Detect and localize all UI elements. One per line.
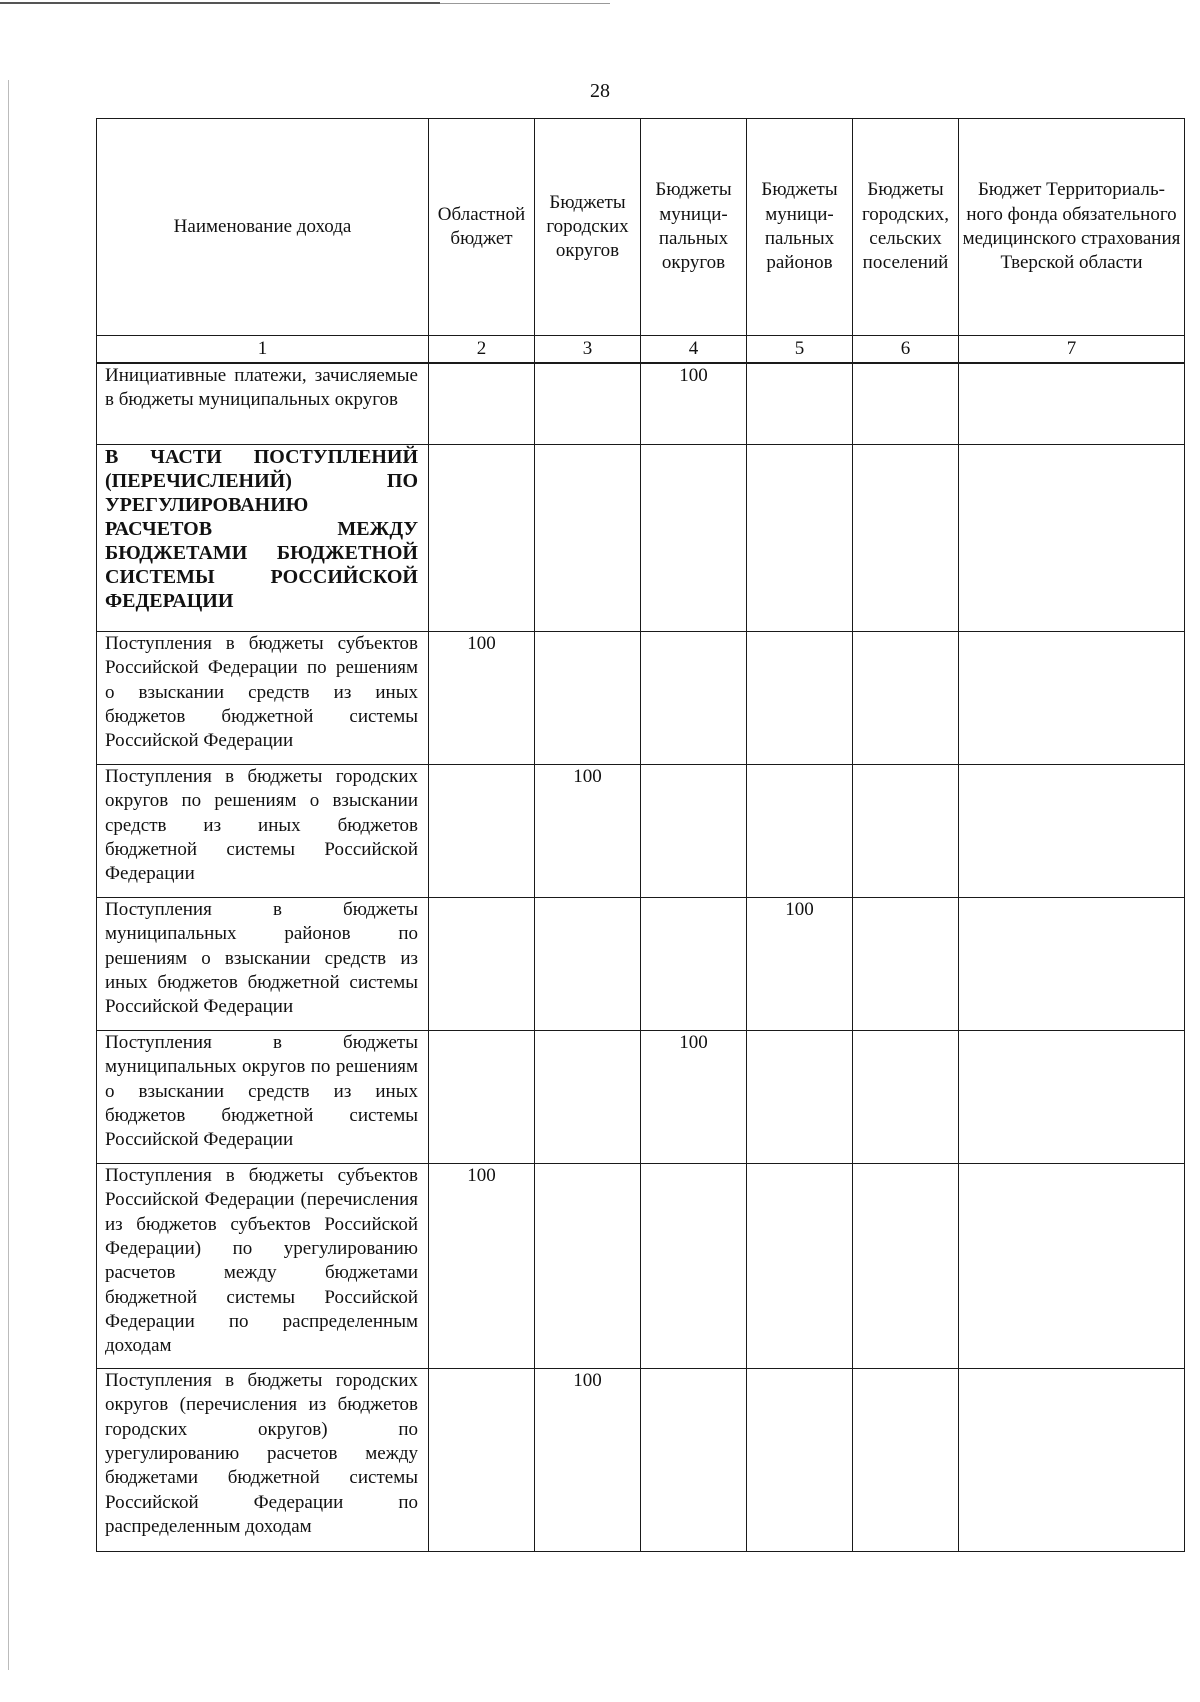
percent-cell bbox=[747, 445, 853, 632]
percent-cell bbox=[959, 1164, 1185, 1369]
table-row bbox=[97, 363, 1185, 445]
percent-cell bbox=[853, 445, 959, 632]
header-income-name: Наименование дохода bbox=[97, 119, 429, 336]
percent-cell bbox=[853, 632, 959, 765]
income-name: Поступления в бюджеты муниципальных округов по решениям о взыскании средств из иных бюджетов бюджетной системы Российской Федерации bbox=[97, 1031, 429, 1164]
column-number-row bbox=[97, 336, 1185, 364]
percent-cell: 100 bbox=[747, 898, 853, 1031]
header-municipal-area-budgets: Бюджеты муници-пальных районов bbox=[747, 119, 853, 336]
top-edge-line-faint bbox=[440, 3, 610, 4]
percent-cell bbox=[535, 632, 641, 765]
percent-cell bbox=[429, 898, 535, 1031]
percent-cell bbox=[641, 1369, 747, 1552]
header-regional-budget: Областной бюджет bbox=[429, 119, 535, 336]
column-number: 3 bbox=[535, 336, 641, 364]
percent-cell bbox=[959, 445, 1185, 632]
percent-cell: 100 bbox=[641, 363, 747, 445]
left-edge-line bbox=[8, 80, 9, 1670]
section-header-row bbox=[97, 445, 1185, 632]
percent-cell: 100 bbox=[429, 632, 535, 765]
percent-cell: 100 bbox=[641, 1031, 747, 1164]
percent-cell bbox=[747, 632, 853, 765]
percent-cell bbox=[641, 765, 747, 898]
income-name: Поступления в бюджеты городских округов (перечисления из бюджетов городских округов) по урегулированию расчетов между бюджетами бюджетной системы Российской Федерации по распределенным доходам bbox=[97, 1369, 429, 1552]
page-number: 28 bbox=[590, 80, 610, 102]
column-number: 2 bbox=[429, 336, 535, 364]
percent-cell bbox=[535, 898, 641, 1031]
column-number: 6 bbox=[853, 336, 959, 364]
percent-cell: 100 bbox=[535, 1369, 641, 1552]
percent-cell bbox=[429, 1031, 535, 1164]
percent-cell bbox=[959, 1031, 1185, 1164]
percent-cell bbox=[853, 898, 959, 1031]
percent-cell bbox=[959, 898, 1185, 1031]
percent-cell bbox=[747, 363, 853, 445]
column-number: 4 bbox=[641, 336, 747, 364]
percent-cell bbox=[641, 1164, 747, 1369]
table-header-row bbox=[97, 119, 1185, 336]
percent-cell bbox=[959, 632, 1185, 765]
percent-cell: 100 bbox=[535, 765, 641, 898]
percent-cell bbox=[641, 632, 747, 765]
table-row bbox=[97, 1164, 1185, 1369]
percent-cell bbox=[959, 363, 1185, 445]
income-name: Поступления в бюджеты муниципальных районов по решениям о взыскании средств из иных бюджетов бюджетной системы Российской Федерации bbox=[97, 898, 429, 1031]
table-row bbox=[97, 898, 1185, 1031]
percent-cell bbox=[853, 1164, 959, 1369]
header-city-district-budgets: Бюджеты городских округов bbox=[535, 119, 641, 336]
percent-cell bbox=[429, 363, 535, 445]
table-row bbox=[97, 765, 1185, 898]
percent-cell bbox=[747, 1369, 853, 1552]
income-name: Поступления в бюджеты субъектов Российской Федерации по решениям о взыскании средств из иных бюджетов бюджетной системы Российской Федерации bbox=[97, 632, 429, 765]
column-number: 5 bbox=[747, 336, 853, 364]
income-name: Поступления в бюджеты городских округов по решениям о взыскании средств из иных бюджетов бюджетной системы Российской Федерации bbox=[97, 765, 429, 898]
percent-cell bbox=[959, 1369, 1185, 1552]
percent-cell bbox=[429, 1369, 535, 1552]
percent-cell bbox=[747, 1031, 853, 1164]
percent-cell bbox=[959, 765, 1185, 898]
header-settlement-budgets: Бюджеты городских, сельских поселений bbox=[853, 119, 959, 336]
column-number: 1 bbox=[97, 336, 429, 364]
header-municipal-district-budgets: Бюджеты муници-пальных округов bbox=[641, 119, 747, 336]
income-name: Поступления в бюджеты субъектов Российской Федерации (перечисления из бюджетов субъектов Российской Федерации) по урегулированию расчетов между бюджетами бюджетной системы Российской Федерации по распределенным доходам bbox=[97, 1164, 429, 1369]
percent-cell bbox=[747, 765, 853, 898]
percent-cell bbox=[853, 363, 959, 445]
percent-cell bbox=[853, 1369, 959, 1552]
percent-cell bbox=[535, 1031, 641, 1164]
percent-cell bbox=[535, 1164, 641, 1369]
percent-cell bbox=[535, 445, 641, 632]
percent-cell bbox=[535, 363, 641, 445]
percent-cell bbox=[747, 1164, 853, 1369]
percent-cell bbox=[853, 1031, 959, 1164]
percent-cell bbox=[853, 765, 959, 898]
table-row bbox=[97, 1369, 1185, 1552]
percent-cell bbox=[641, 898, 747, 1031]
percent-cell bbox=[429, 445, 535, 632]
percent-cell bbox=[429, 765, 535, 898]
table-row bbox=[97, 632, 1185, 765]
column-number: 7 bbox=[959, 336, 1185, 364]
header-health-insurance-fund-budget: Бюджет Территориаль-ного фонда обязательного медицинского страхования Тверской области bbox=[959, 119, 1185, 336]
percent-cell: 100 bbox=[429, 1164, 535, 1369]
percent-cell bbox=[641, 445, 747, 632]
revenue-distribution-table bbox=[96, 118, 1185, 1552]
section-title: В ЧАСТИ ПОСТУПЛЕНИЙ (ПЕРЕЧИСЛЕНИЙ) ПО УРЕГУЛИРОВАНИЮ РАСЧЕТОВ МЕЖДУ БЮДЖЕТАМИ БЮДЖЕТНОЙ СИСТЕМЫ РОССИЙСКОЙ ФЕДЕРАЦИИ bbox=[97, 445, 429, 632]
top-edge-line bbox=[0, 2, 440, 4]
income-name: Инициативные платежи, зачисляемые в бюджеты муниципальных округов bbox=[97, 363, 429, 445]
table-row bbox=[97, 1031, 1185, 1164]
